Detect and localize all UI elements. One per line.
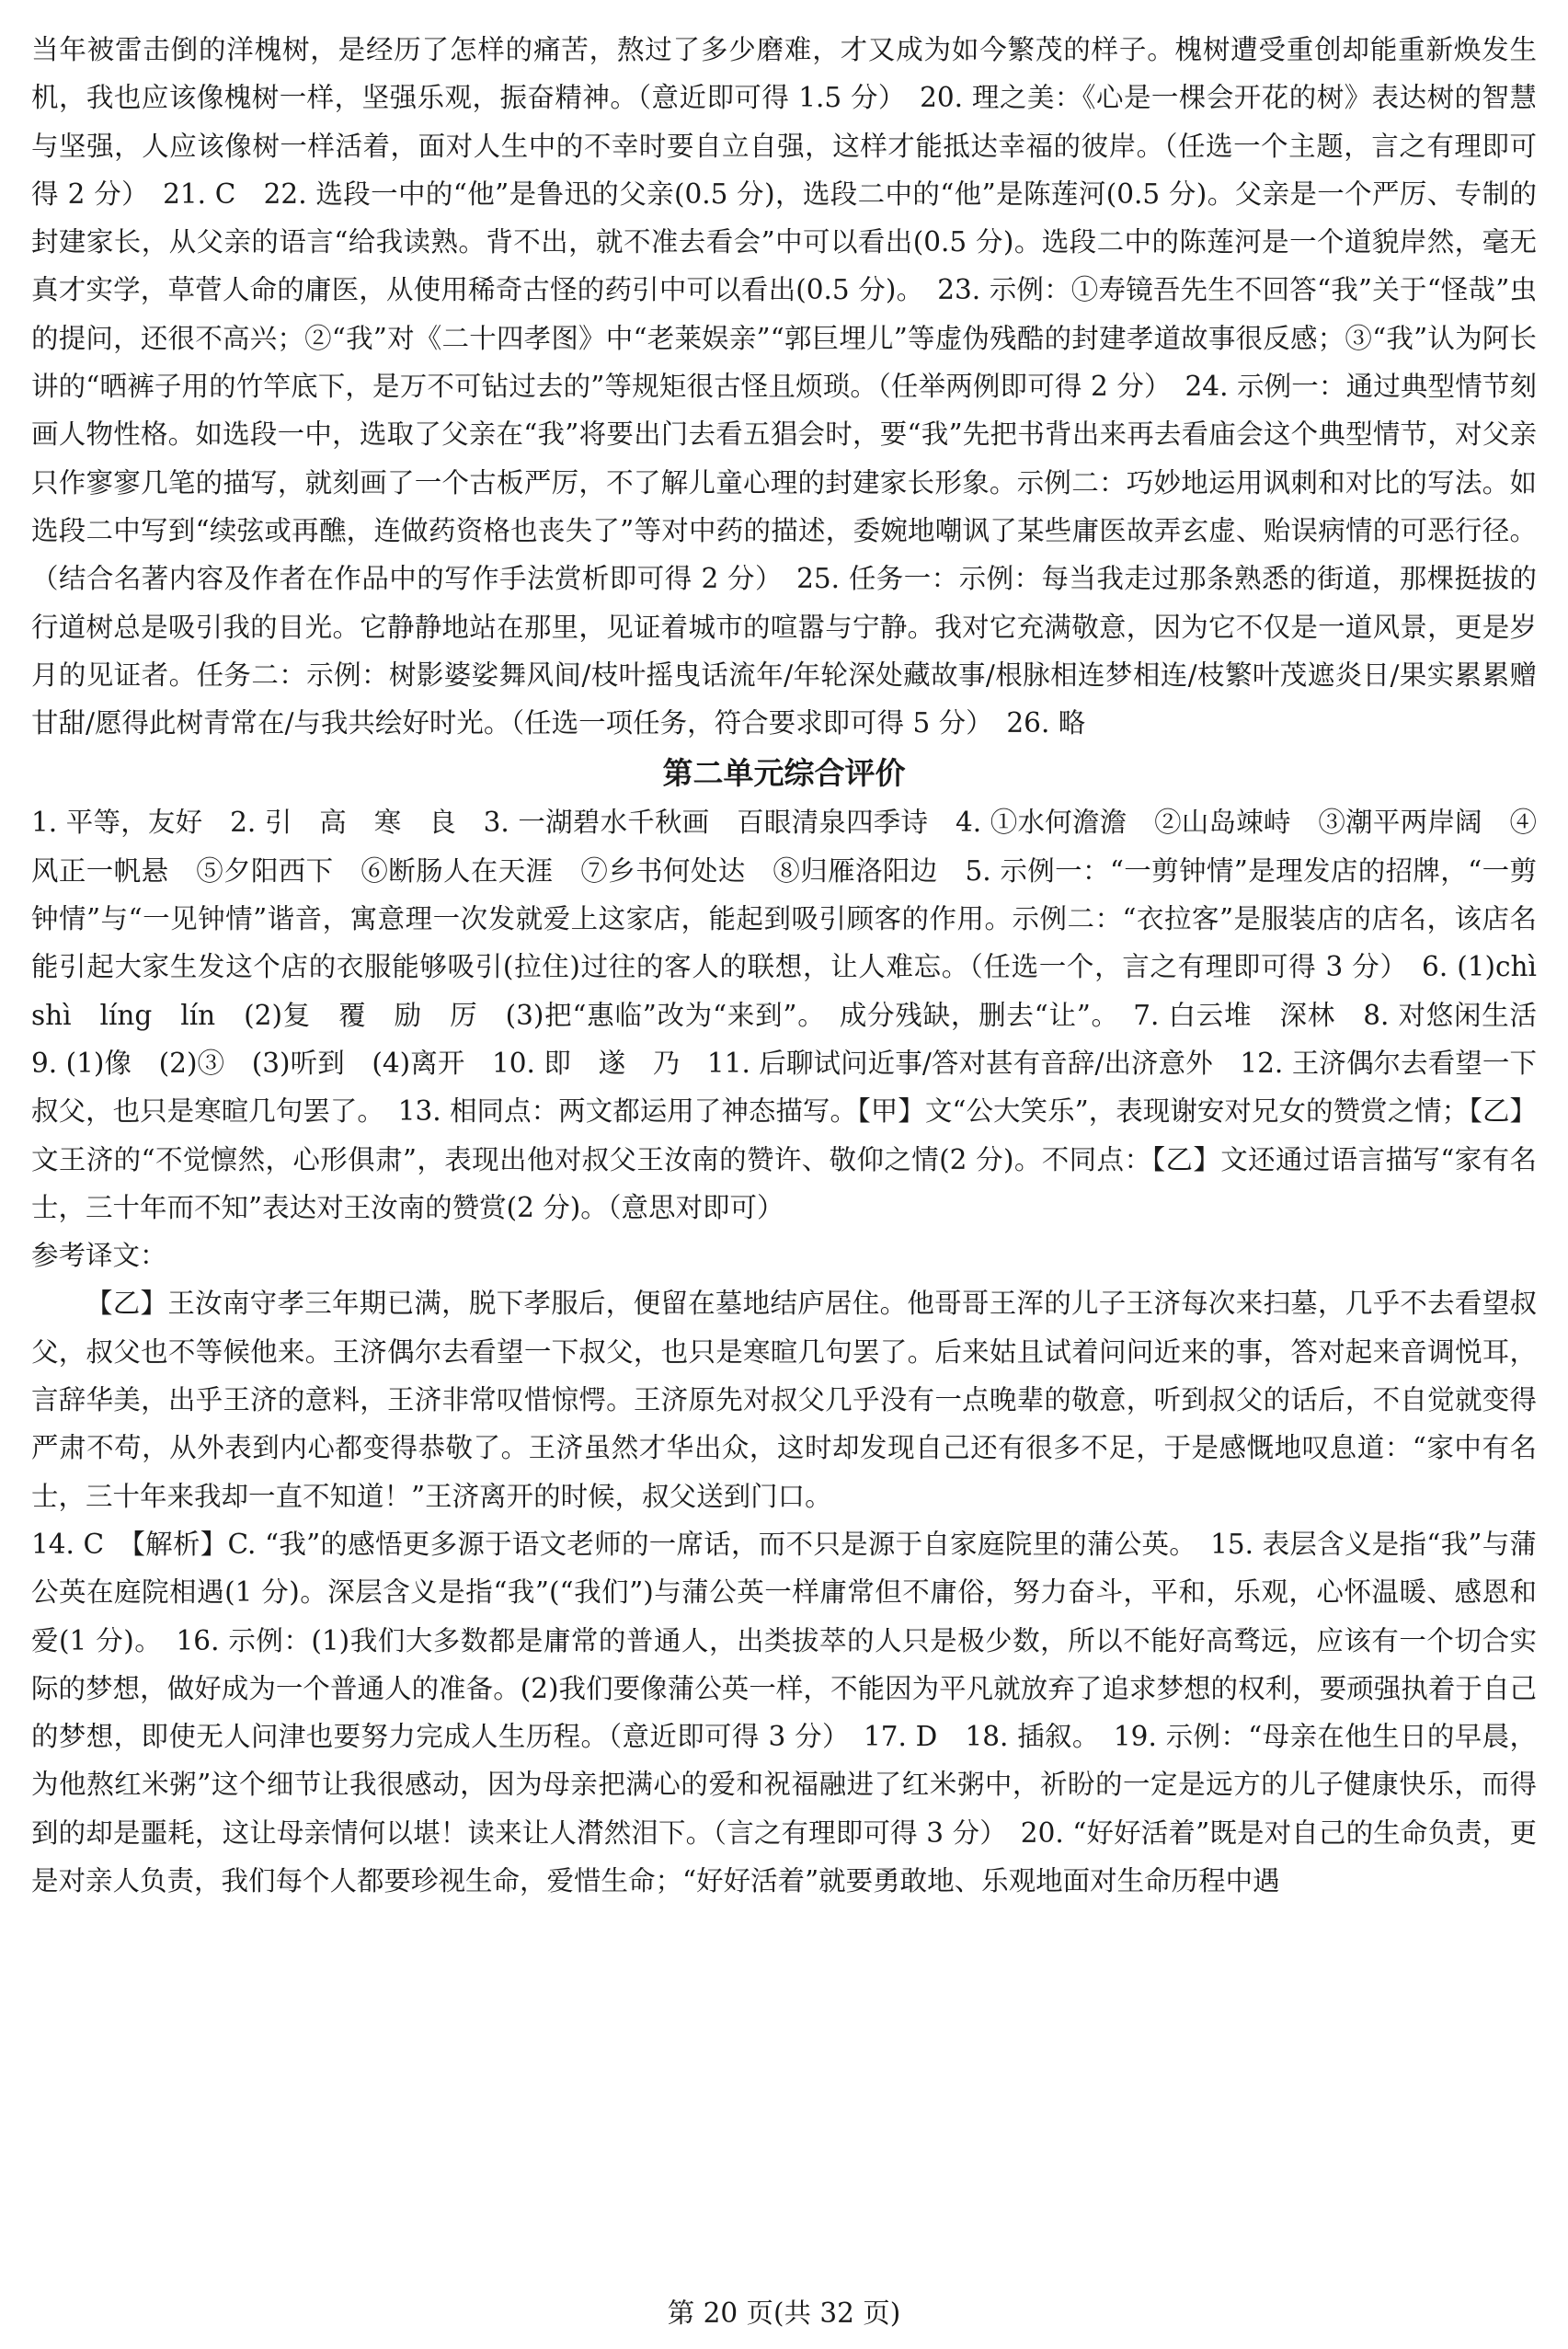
section-title: 第二单元综合评价 — [662, 755, 906, 792]
translation-label: 参考译文： — [31, 1240, 167, 1272]
answer-paragraph-bottom: 14. C 【解析】C. “我”的感悟更多源于语文老师的一席话，而不只是源于自家庭院里的蒲公英。 15. 表层含义是指“我”与蒲公英在庭院相遇(1 分)。深层含义是指“我”(“我们”)与蒲公英一样庸常但不庸俗，努力奋斗，平和，乐观，心怀温暖、感恩和爱(1 分)。 16. 示例：(1)我们大多数都是庸常的普通人，出类拔萃的人只是极少数，所以不能好高骛远，应该有一个切合实际的梦想，做好成为一个普通人的准备。(2)我们要像蒲公英一样，不能因为平凡就放弃了追求梦想的权利，要顽强执着于自己的梦想，即使无人问津也要努力完成人生历程。（意近即可得 3 分） 17. D 18. 插叙。 19. 示例：“母亲在他生日的早晨，为他熬红米粥”这个细节让我很感动，因为母亲把满心的爱和祝福融进了红米粥中，祈盼的一定是远方的儿子健康快乐，而得到的却是噩耗，这让母亲情何以堪！读来让人潸然泪下。（言之有理即可得 3 分） 20. “好好活着”既是对自己的生命负责，更是对亲人负责，我们每个人都要珍视生命，爱惜生命；“好好活着”就要勇敢地、乐观地面对生命历程中遇 — [31, 1528, 1537, 1896]
answer-paragraph-top: 当年被雷击倒的洋槐树，是经历了怎样的痛苦，熬过了多少磨难，才又成为如今繁茂的样子。槐树遭受重创却能重新焕发生机，我也应该像槐树一样，坚强乐观，振奋精神。（意近即可得 1.5 分） 20. 理之美：《心是一棵会开花的树》表达树的智慧与坚强，人应该像树一样活着，面对人生中的不幸时要自立自强，这样才能抵达幸福的彼岸。（任选一个主题，言之有理即可得 2 分） 21. C 22. 选段一中的“他”是鲁迅的父亲(0.5 分)，选段二中的“他”是陈莲河(0.5 分)。父亲是一个严厉、专制的封建家长，从父亲的语言“给我读熟。背不出，就不准去看会”中可以看出(0.5 分)。选段二中的陈莲河是一个道貌岸然，毫无真才实学，草菅人命的庸医，从使用稀奇古怪的药引中可以看出(0.5 分)。 23. 示例：①寿镜吾先生不回答“我”关于“怪哉”虫的提问，还很不高兴；②“我”对《二十四孝图》中“老莱娱亲”“郭巨埋儿”等虚伪残酷的封建孝道故事很反感；③“我”认为阿长讲的“晒裤子用的竹竿底下，是万不可钻过去的”等规矩很古怪且烦琐。（任举两例即可得 2 分） 24. 示例一：通过典型情节刻画人物性格。如选段一中，选取了父亲在“我”将要出门去看五猖会时，要“我”先把书背出来再去看庙会这个典型情节，对父亲只作寥寥几笔的描写，就刻画了一个古板严厉，不了解儿童心理的封建家长形象。示例二：巧妙地运用讽刺和对比的写法。如选段二中写到“续弦或再醮，连做药资格也丧失了”等对中药的描述，委婉地嘲讽了某些庸医故弄玄虚、贻误病情的可恶行径。（结合名著内容及作者在作品中的写作手法赏析即可得 2 分） 25. 任务一：示例：每当我走过那条熟悉的街道，那棵挺拔的行道树总是吸引我的目光。它静静地站在那里，见证着城市的喧嚣与宁静。我对它充满敬意，因为它不仅是一道风景，更是岁月的见证者。任务二：示例：树影婆娑舞风间/枝叶摇曳话流年/年轮深处藏故事/根脉相连梦相连/枝繁叶茂遮炎日/果实累累赠甘甜/愿得此树青常在/与我共绘好时光。（任选一项任务，符合要求即可得 5 分） 26. 略 — [31, 34, 1537, 739]
translation-paragraph: 【乙】王汝南守孝三年期已满，脱下孝服后，便留在墓地结庐居住。他哥哥王浑的儿子王济每次来扫墓，几乎不去看望叔父，叔父也不等候他来。王济偶尔去看望一下叔父，也只是寒暄几句罢了。后来姑且试着问问近来的事，答对起来音调悦耳，言辞华美，出乎王济的意料，王济非常叹惜惊愕。王济原先对叔父几乎没有一点晚辈的敬意，听到叔父的话后，不自觉就变得严肃不苟，从外表到内心都变得恭敬了。王济虽然才华出众，这时却发现自己还有很多不足，于是感慨地叹息道：“家中有名士，三十年来我却一直不知道！”王济离开的时候，叔父送到门口。 — [31, 1288, 1537, 1512]
page-number: 第 20 页(共 32 页) — [667, 2297, 901, 2329]
answer-paragraph-unit2: 1. 平等，友好 2. 引 高 寒 良 3. 一湖碧水千秋画 百眼清泉四季诗 4. ①水何澹澹 ②山岛竦峙 ③潮平两岸阔 ④风正一帆悬 ⑤夕阳西下 ⑥断肠人在天涯 ⑦乡书何处达 ⑧归雁洛阳边 5. 示例一：“一剪钟情”是理发店的招牌，“一剪钟情”与“一见钟情”谐音，寓意理一次发就爱上这家店，能起到吸引顾客的作用。示例二：“衣拉客”是服装店的店名，该店名能引起大家生发这个店的衣服能够吸引(拉住)过往的客人的联想，让人难忘。（任选一个，言之有理即可得 3 分） 6. (1)chì shì líng lín (2)复 覆 励 厉 (3)把“惠临”改为“来到”。 成分残缺，删去“让”。 7. 白云堆 深林 8. 对悠闲生活 9. (1)像 (2)③ (3)听到 (4)离开 10. 即 遂 乃 11. 后聊试问近事/答对甚有音辞/出济意外 12. 王济偶尔去看望一下叔父，也只是寒暄几句罢了。 13. 相同点：两文都运用了神态描写。【甲】文“公大笑乐”，表现谢安对兄女的赞赏之情；【乙】文王济的“不觉懔然，心形俱肃”，表现出他对叔父王汝南的赞许、敬仰之情(2 分)。不同点：【乙】文还通过语言描写“家有名士，三十年而不知”表达对王汝南的赞赏(2 分)。（意思对即可） — [31, 807, 1564, 1223]
